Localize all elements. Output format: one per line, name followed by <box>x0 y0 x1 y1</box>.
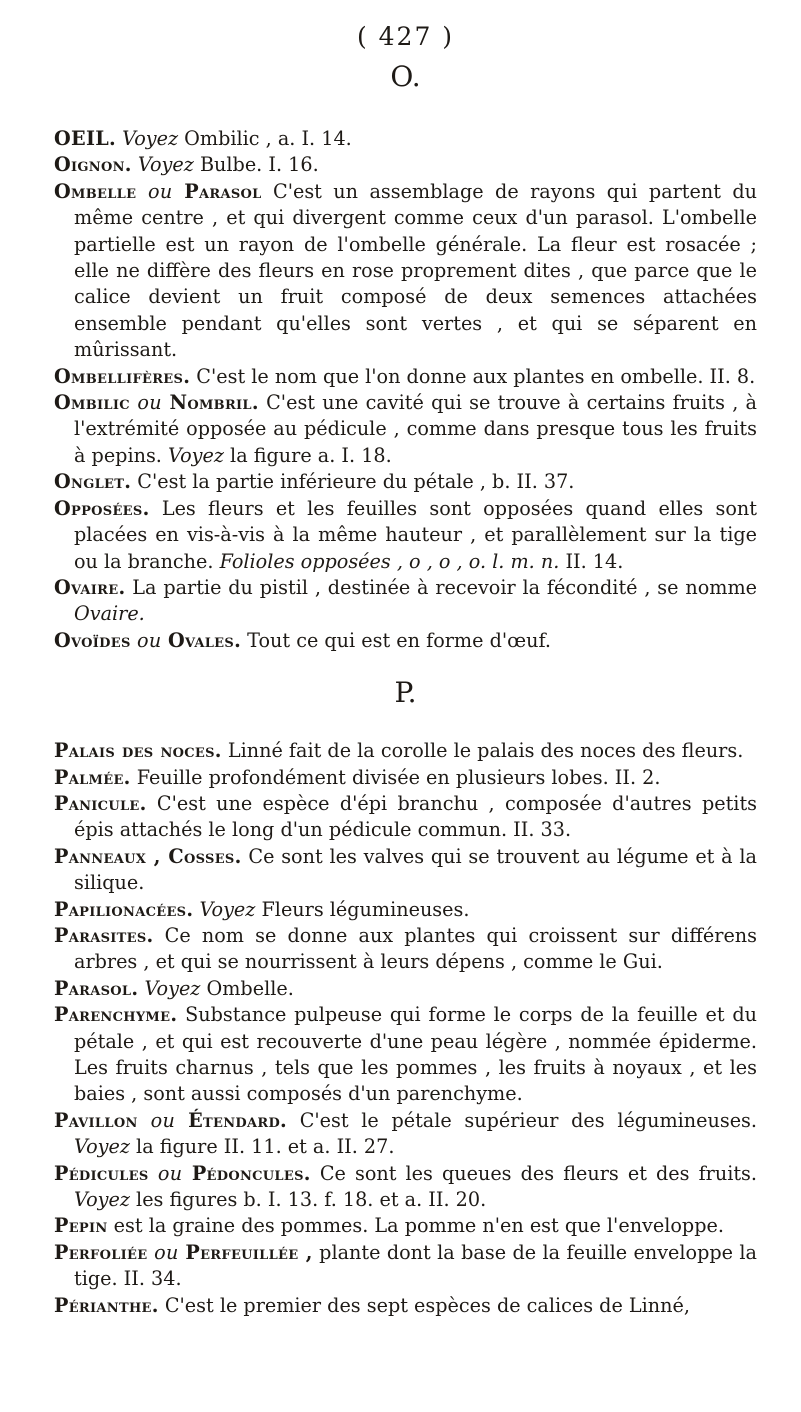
glossary-entry <box>54 897 757 923</box>
entry-term: Onglet. <box>54 470 132 494</box>
entry-definition: Les fleurs et les feuilles sont opposées quand elles sont placées en vis-à-vis à la même hauteur , et parallèlement sur la tige ou la branche. <box>74 496 757 573</box>
glossary-entry <box>54 575 757 628</box>
entry-conjunction: ou <box>137 1108 189 1132</box>
entry-reference-target: II. 14. <box>559 549 624 573</box>
entry-term-alt: Ovales. <box>167 628 242 652</box>
entry-definition: Feuille profondément divisée en plusieurs lobes. II. 2. <box>130 765 661 789</box>
glossary-entry <box>54 126 757 152</box>
section-heading-p: P. <box>394 676 417 710</box>
entry-reference: Ovaire. <box>74 602 145 626</box>
entry-definition: C'est le pétale supérieur des légumineuses. <box>287 1108 757 1132</box>
entry-term: Parasites. <box>54 923 154 947</box>
entry-definition: C'est le premier des sept espèces de calices de Linné, <box>158 1293 690 1317</box>
entry-term-alt: Nombril. <box>169 391 259 415</box>
glossary-entries-o <box>54 126 757 654</box>
entry-reference: Folioles opposées , o , o , o. l. m. n. <box>219 549 560 573</box>
entry-conjunction: ou <box>130 628 168 652</box>
glossary-entries-p <box>54 738 757 1319</box>
entry-definition: Ce sont les valves qui se trouvent au légume et à la silique. <box>74 844 757 895</box>
entry-definition: plante dont la base de la feuille enveloppe la tige. II. 34. <box>74 1240 758 1291</box>
glossary-entry <box>54 152 757 178</box>
entry-term: Parasol. <box>54 976 139 1000</box>
entry-definition: C'est un assemblage de rayons qui partent du même centre , et qui divergent comme ceux d'un parasol. L'ombelle partielle est un rayon de l'ombelle générale. La fleur est rosacée ; elle ne diffère des fleurs en rose proprement dites , que parce que le calice devient un fruit composé de deux semences attachées ensemble pendant qu'elles sont vertes , et qui se séparent en mûrissant. <box>74 179 757 362</box>
entry-term: Ovaire. <box>54 575 126 599</box>
glossary-entry <box>54 496 757 575</box>
glossary-entry <box>54 791 757 844</box>
entry-reference: Voyez <box>122 127 179 150</box>
entry-definition: Ce sont les queues des fleurs et des fruits. <box>310 1161 758 1185</box>
entry-term: Panicule. <box>54 791 147 815</box>
glossary-entry <box>54 765 757 791</box>
entry-reference-target: Ombelle. <box>200 976 294 1000</box>
entry-term-alt: Perfeuillée , <box>185 1240 313 1264</box>
page-number: ( 427 ) <box>356 22 455 51</box>
entry-term: Papilionacées. <box>54 897 194 921</box>
glossary-entry <box>54 1240 757 1293</box>
glossary-entry <box>54 844 757 897</box>
glossary-entry <box>54 1161 757 1214</box>
entry-definition: C'est la partie inférieure du pétale , b. II. 37. <box>131 470 575 494</box>
entry-term: Ombellifères. <box>54 364 191 388</box>
entry-term: Ombelle <box>54 179 137 203</box>
entry-term: Périanthe. <box>54 1293 159 1317</box>
entry-reference: Voyez <box>144 976 201 1000</box>
glossary-entry <box>54 628 757 654</box>
entry-term: Ombilic <box>54 391 130 415</box>
entry-term-alt: Parasol <box>184 179 262 203</box>
entry-definition: C'est le nom que l'on donne aux plantes en ombelle. II. 8. <box>190 364 756 388</box>
entry-reference-target: la figure a. I. 18. <box>223 443 392 467</box>
glossary-entry <box>54 390 757 469</box>
glossary-entry <box>54 1002 757 1108</box>
entry-term: Palais des noces. <box>54 739 222 763</box>
section-heading-o: O. <box>390 60 421 93</box>
glossary-entry <box>54 469 757 495</box>
entry-reference-target: Bulbe. I. 16. <box>193 153 319 177</box>
entry-term: OEIL. <box>54 127 116 150</box>
entry-conjunction: ou <box>136 179 185 203</box>
entry-term: Pavillon <box>54 1108 138 1132</box>
entry-definition: La partie du pistil , destinée à recevoir la fécondité , se nomme <box>125 575 757 599</box>
entry-reference: Voyez <box>168 443 224 467</box>
entry-conjunction: ou <box>148 1161 192 1185</box>
glossary-entry <box>54 364 757 390</box>
entry-definition: est la graine des pommes. La pomme n'en est que l'enveloppe. <box>107 1214 724 1238</box>
entry-reference: Voyez <box>74 1188 130 1212</box>
entry-term: Pepin <box>54 1214 108 1238</box>
entry-term: Opposées. <box>54 496 150 520</box>
entry-reference: Voyez <box>137 153 194 177</box>
entry-term: Parenchyme. <box>54 1003 178 1027</box>
entry-reference-target: Fleurs légumineuses. <box>255 897 470 921</box>
entry-term-alt: Pédoncules. <box>191 1161 311 1185</box>
glossary-entry <box>54 1293 757 1319</box>
entry-reference: Voyez <box>74 1135 130 1159</box>
entry-term: Perfoliée <box>54 1240 148 1264</box>
glossary-entry <box>54 976 757 1002</box>
entry-term: Palmée. <box>54 765 131 789</box>
glossary-entry <box>54 1213 757 1239</box>
entry-reference-target: la figure II. 11. et a. II. 27. <box>129 1135 395 1159</box>
entry-definition: Tout ce qui est en forme d'œuf. <box>241 628 551 652</box>
entry-term-alt: Étendard. <box>188 1108 288 1132</box>
entry-reference-target: Ombilic , a. I. 14. <box>178 127 352 150</box>
entry-definition: C'est une cavité qui se trouve à certains fruits , à l'extrémité opposée au pédicule , comme dans presque tous les fruits à pepins. <box>74 391 758 467</box>
entry-definition: Ce nom se donne aux plantes qui croissent sur différens arbres , et qui se nourrissent à leurs dépens , comme le Gui. <box>74 923 757 974</box>
entry-term: Ovoïdes <box>54 628 131 652</box>
entry-term: Oignon. <box>54 153 132 177</box>
glossary-entry <box>54 738 757 764</box>
entry-conjunction: ou <box>129 391 170 415</box>
entry-reference-target: les figures b. I. 13. f. 18. et a. II. 20. <box>129 1188 487 1212</box>
glossary-entry <box>54 179 757 364</box>
entry-term: Panneaux , Cosses. <box>54 844 242 868</box>
glossary-entry <box>54 1108 757 1161</box>
entry-conjunction: ou <box>147 1240 186 1264</box>
entry-definition: Linné fait de la corolle le palais des noces des fleurs. <box>221 739 744 763</box>
entry-reference: Voyez <box>199 897 256 921</box>
entry-definition: Substance pulpeuse qui forme le corps de la feuille et du pétale , et qui est recouverte d'une peau légère , nommée épiderme. Les fruits charnus , tels que les pommes , les fruits à noyaux , et les baies , sont aussi composés d'un parenchyme. <box>74 1003 757 1106</box>
entry-term: Pédicules <box>54 1161 149 1185</box>
glossary-entry <box>54 923 757 976</box>
entry-definition: C'est une espèce d'épi branchu , composée d'autres petits épis attachés le long d'un pédicule commun. II. 33. <box>74 791 757 842</box>
